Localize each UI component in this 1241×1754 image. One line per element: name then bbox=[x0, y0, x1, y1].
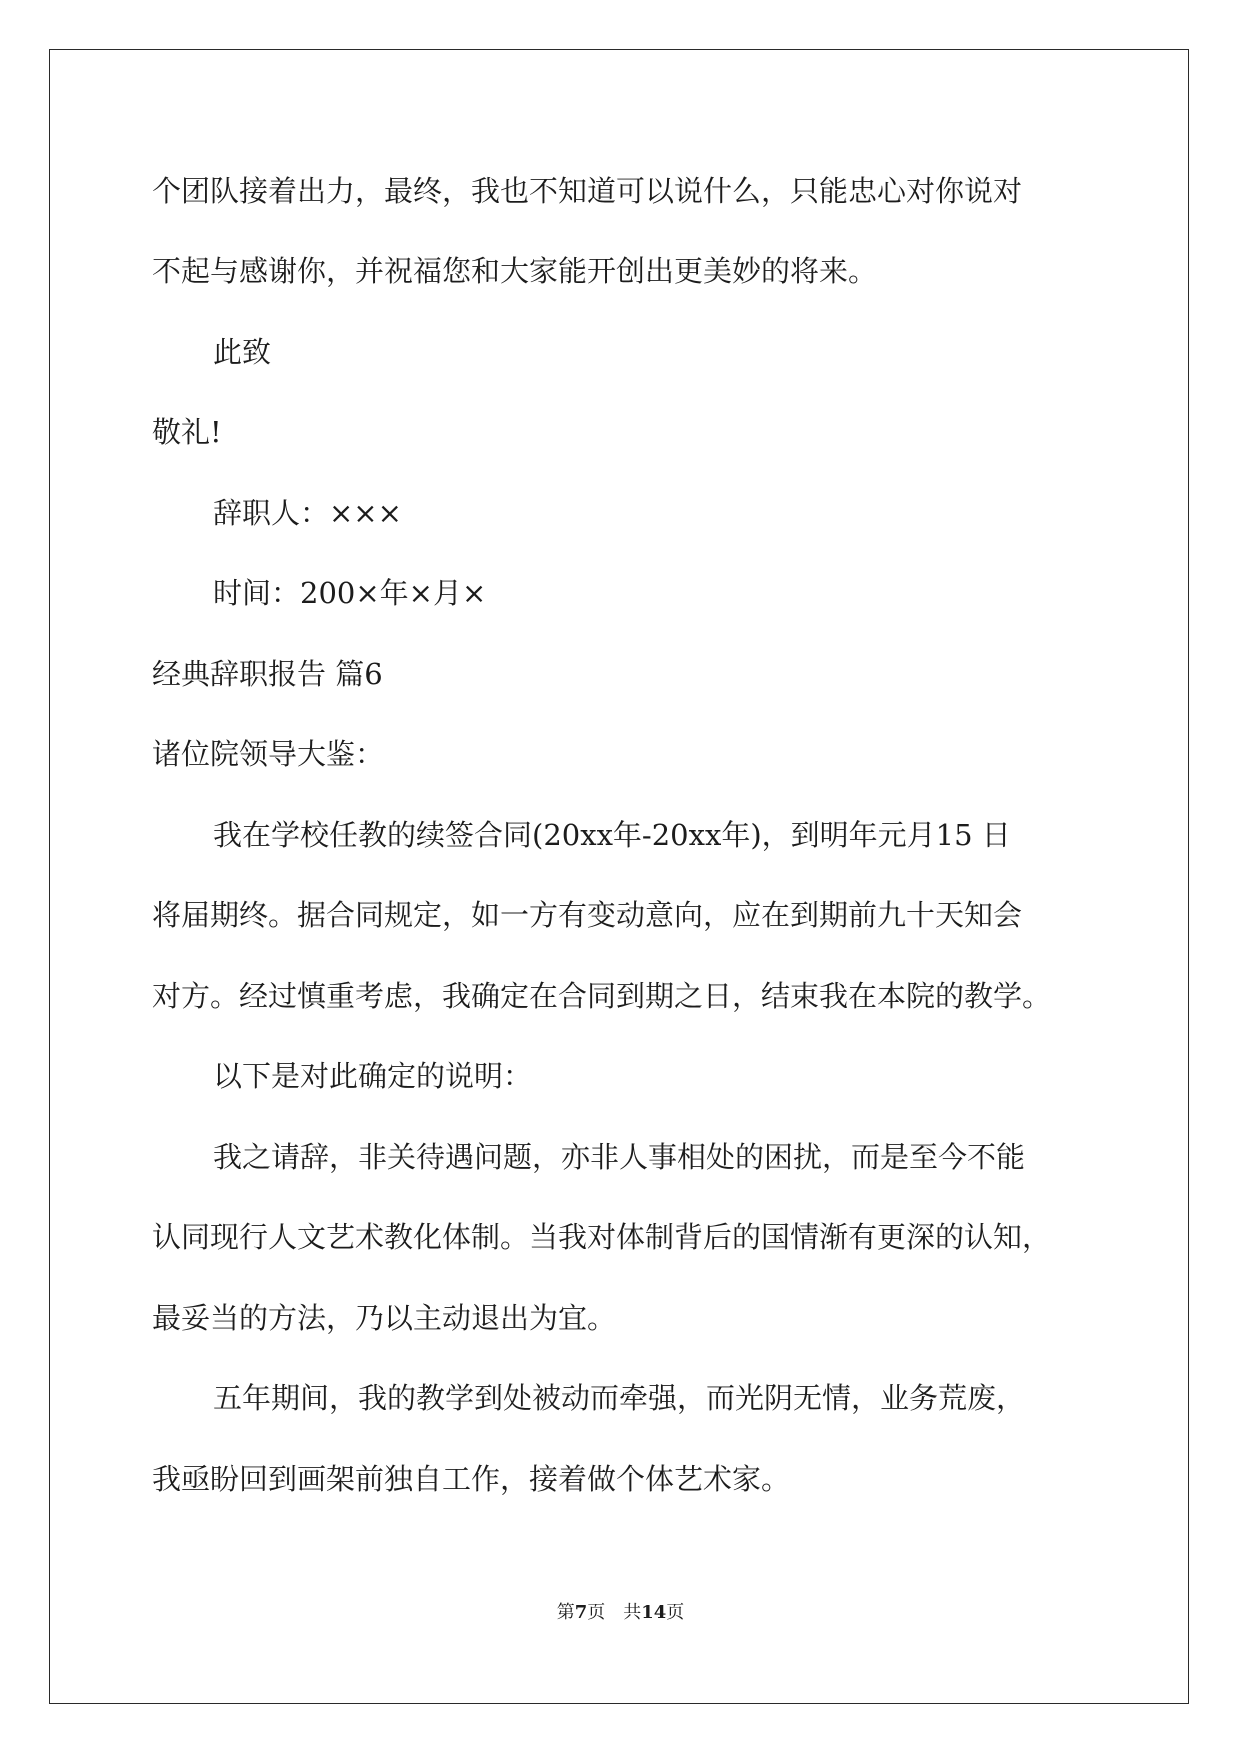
footer-total-suffix: 页 bbox=[666, 1602, 685, 1623]
signer-line: 辞职人：××× bbox=[213, 496, 402, 530]
body-line: 我之请辞，非关待遇问题，亦非人事相处的困扰，而是至今不能 bbox=[213, 1140, 1026, 1174]
body-line: 我在学校任教的续签合同(20xx年-20xx年)，到明年元月15 日 bbox=[213, 818, 1011, 852]
total-pages: 14 bbox=[641, 1602, 667, 1623]
footer-page-suffix: 页 bbox=[587, 1602, 606, 1623]
footer-total-prefix: 共 bbox=[623, 1602, 642, 1623]
body-line: 以下是对此确定的说明： bbox=[213, 1059, 533, 1093]
letter-greeting: 诸位院领导大鉴： bbox=[152, 737, 385, 771]
page-number: 7 bbox=[574, 1602, 588, 1623]
body-line: 认同现行人文艺术教化体制。当我对体制背后的国情渐有更深的认知， bbox=[152, 1220, 1052, 1254]
salutation-closing: 此致 bbox=[213, 335, 272, 369]
page-footer bbox=[0, 1601, 1241, 1625]
body-line: 将届期终。据合同规定，如一方有变动意向，应在到期前九十天知会 bbox=[152, 898, 1023, 932]
section-heading: 经典辞职报告 篇6 bbox=[152, 657, 383, 691]
body-line: 五年期间，我的教学到处被动而牵强，而光阴无情，业务荒废， bbox=[213, 1381, 1026, 1415]
body-line: 个团队接着出力，最终，我也不知道可以说什么，只能忠心对你说对 bbox=[152, 174, 1023, 208]
body-line: 不起与感谢你，并祝福您和大家能开创出更美妙的将来。 bbox=[152, 254, 878, 288]
salutation-regards: 敬礼! bbox=[152, 415, 222, 449]
body-line: 我亟盼回到画架前独自工作，接着做个体艺术家。 bbox=[152, 1462, 791, 1496]
page-border bbox=[49, 49, 1189, 1704]
date-line: 时间：200×年×月× bbox=[213, 576, 487, 610]
footer-prefix: 第 bbox=[556, 1602, 575, 1623]
body-line: 最妥当的方法，乃以主动退出为宜。 bbox=[152, 1301, 617, 1335]
body-line: 对方。经过慎重考虑，我确定在合同到期之日，结束我在本院的教学。 bbox=[152, 979, 1052, 1013]
